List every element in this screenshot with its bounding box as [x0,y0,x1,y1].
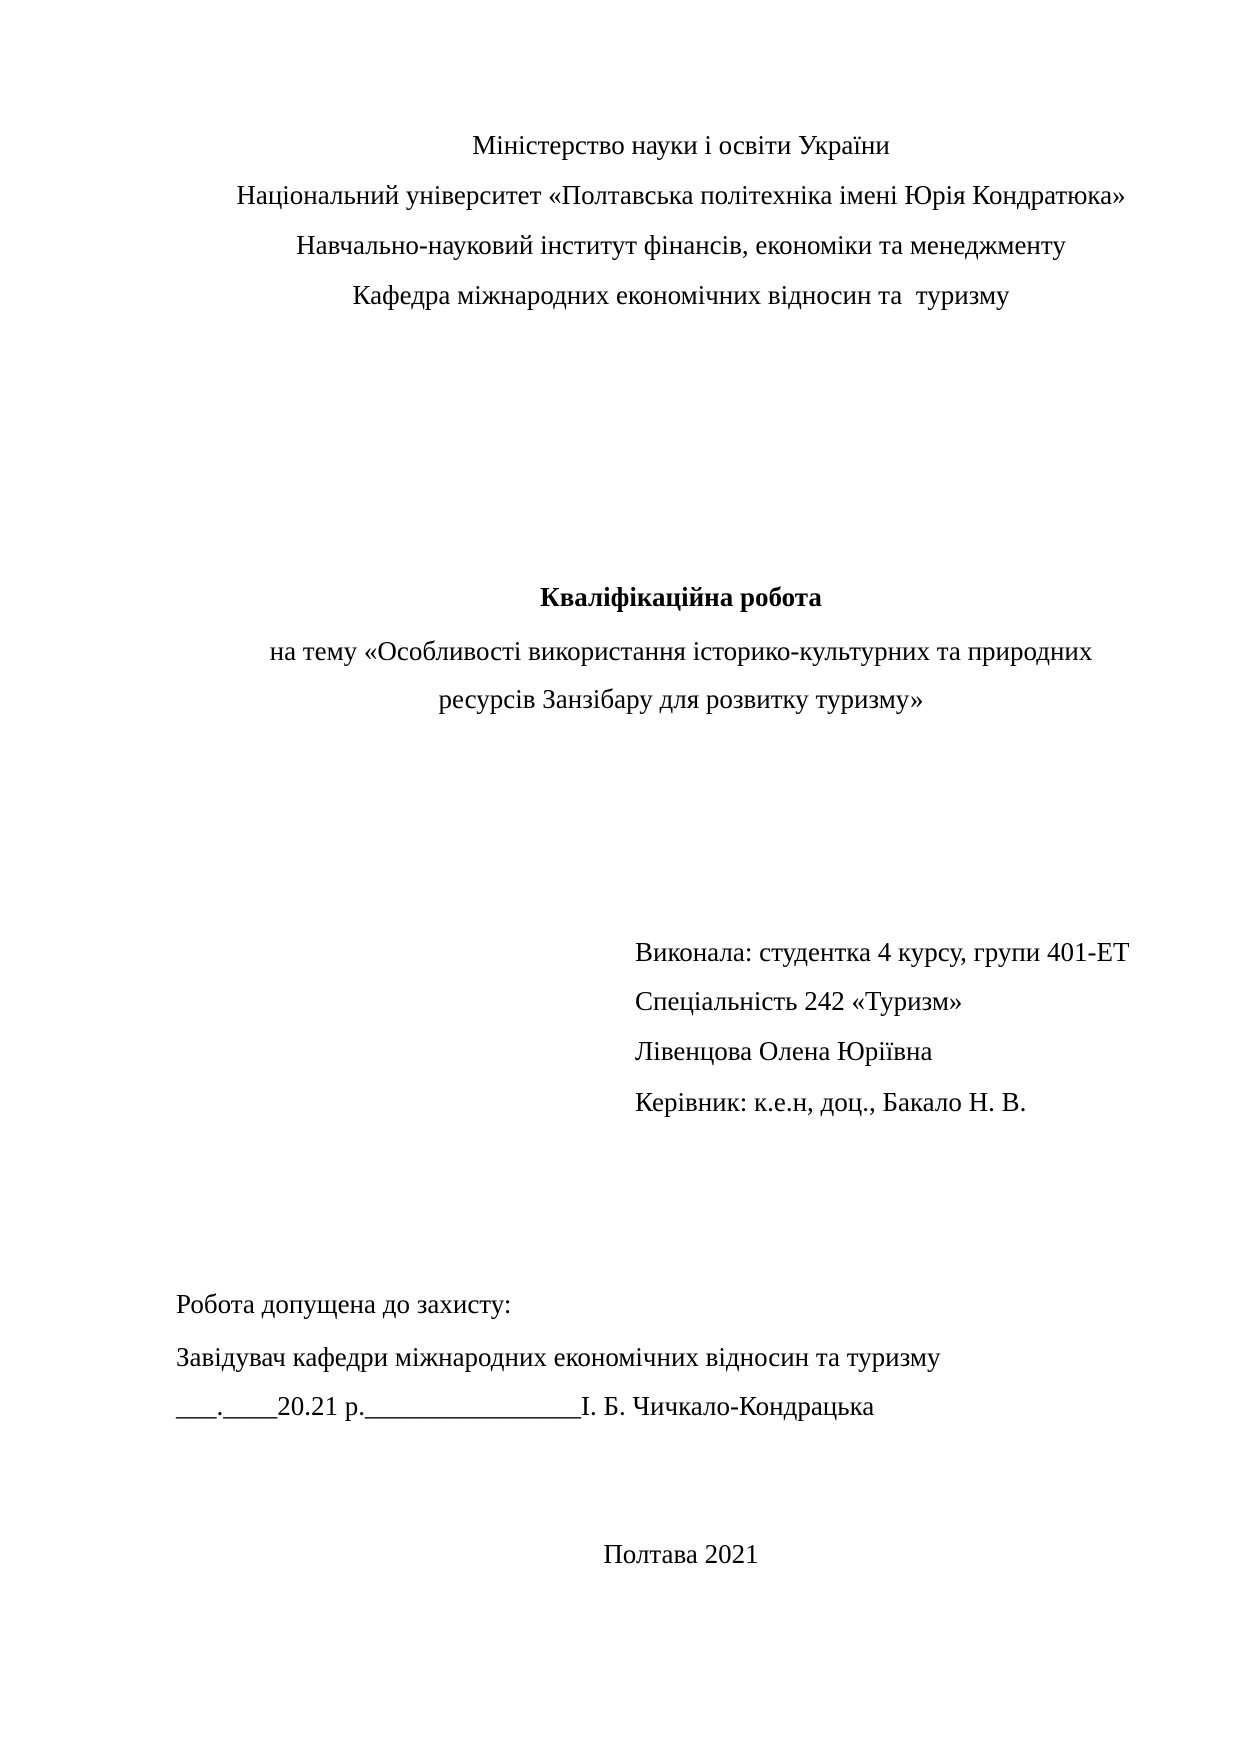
performed-by-line: Виконала: студентка 4 курсу, групи 401-ЕТ [635,937,1130,967]
topic-line-2: ресурсів Занзібару для розвитку туризму» [438,684,924,714]
specialty-line: Спеціальність 242 «Туризм» [635,986,963,1016]
department-line: Кафедра міжнародних економічних відносин та туризму [352,280,1010,310]
university-line: Національний університет «Полтавська політехніка імені Юрія Кондратюка» [236,180,1126,210]
student-name-line: Лівенцова Олена Юріївна [635,1036,933,1066]
city-year: Полтава 2021 [603,1539,759,1569]
signature-line: ___.____20.21 р.________________І. Б. Чичкало-Кондрацька [176,1391,875,1421]
head-of-department-line: Завідувач кафедри міжнародних економічних відносин та туризму [176,1342,941,1372]
admitted-line: Робота допущена до захисту: [176,1289,512,1319]
ministry-line: Міністерство науки і освіти України [472,130,890,160]
work-type-heading: Кваліфікаційна робота [540,582,822,612]
institute-line: Навчально-науковий інститут фінансів, економіки та менеджменту [296,230,1066,260]
supervisor-line: Керівник: к.е.н, доц., Бакало Н. В. [635,1087,1027,1117]
topic-line-1: на тему «Особливості використання історико-культурних та природних [269,636,1093,666]
